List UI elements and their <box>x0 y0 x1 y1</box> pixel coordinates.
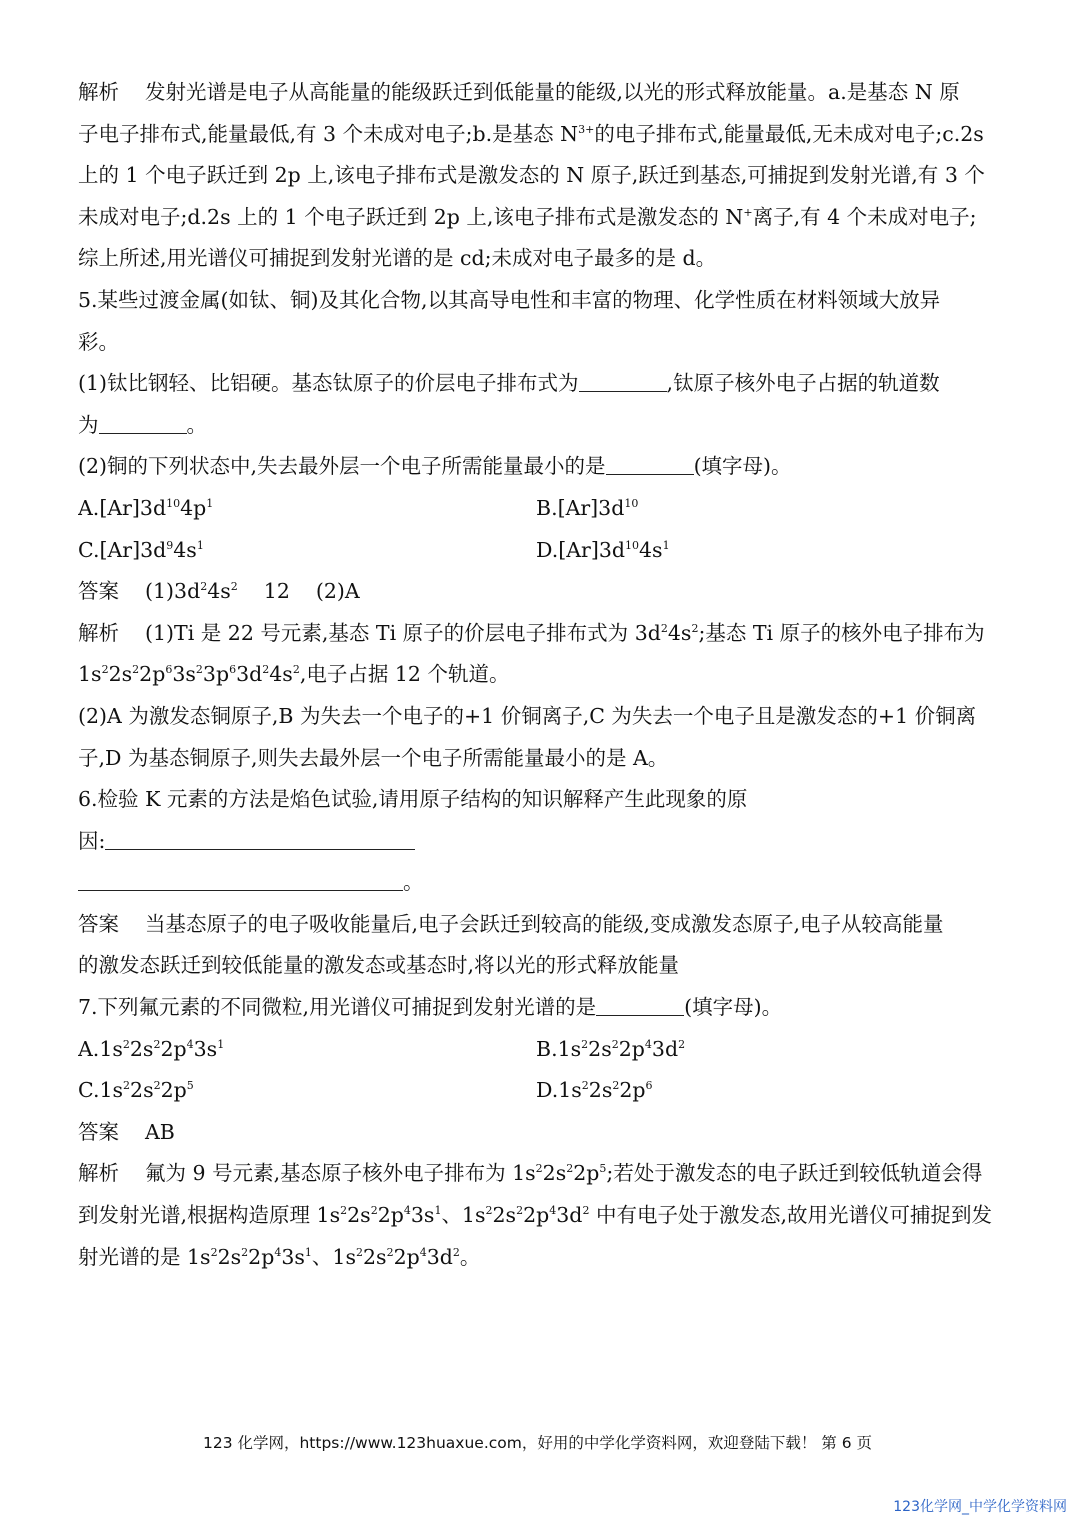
label-jiexi: 解析 <box>78 620 119 645</box>
answer-blank <box>99 432 187 434</box>
option-c: $C.[Ar]3d^94s^1$ <box>78 537 204 562</box>
q5-sub1-line-2: 为 。 <box>78 412 207 437</box>
site-watermark: 123化学网_中学化学资料网 <box>893 1499 1067 1515</box>
q7-options-row-1 <box>78 1029 1003 1071</box>
q5-explain-line-2: $1s^22s^22p^63s^23p^63d^24s^2$,电子占据 12 个轨道。 <box>78 662 510 687</box>
option-b: $B.[Ar]3d^{10}$ <box>536 495 639 520</box>
q6-line-1: 6.检验 K 元素的方法是焰色试验,请用原子结构的知识解释产生此现象的原 <box>78 787 748 812</box>
q5-explain-line-1: 解析 (1)Ti 是 22 号元素,基态 Ti 原子的价层电子排布式为 $3d^24s^2$;基态 Ti 原子的核外电子排布为 <box>78 620 985 645</box>
answer-blank <box>596 1014 684 1016</box>
q7-answer: 答案 AB <box>78 1119 175 1144</box>
p1-line-1: 解析 发射光谱是电子从高能量的能级跃迁到低能量的能级,以光的形式释放能量。a.是基态 N 原 <box>78 80 960 104</box>
q6-answer-line-1: 答案 当基态原子的电子吸收能量后,电子会跃迁到较高的能级,变成激发态原子,电子从较高能量 <box>78 911 944 936</box>
answer-blank <box>606 473 694 475</box>
label-daan: 答案 <box>78 911 119 936</box>
q5-answer: 答案 $(1)3d^24s^2$ 12 (2)A <box>78 579 360 604</box>
label-jiexi: 解析 <box>78 1161 119 1186</box>
q5-line-2: 彩。 <box>78 329 119 354</box>
p1-line-2: 子电子排布式,能量最低,有 3 个未成对电子;b.是基态 $N^{3+}$的电子排布式,能量最低,无未成对电子;c.2s <box>78 121 984 146</box>
label-daan: 答案 <box>78 1119 119 1144</box>
option-d: $D.1s^22s^22p^6$ <box>536 1078 653 1103</box>
q5-options-row-1 <box>78 488 1003 530</box>
p1-line-5: 综上所述,用光谱仪可捕捉到发射光谱的是 cd;未成对电子最多的是 d。 <box>78 246 717 271</box>
p1-line-3: 上的 1 个电子跃迁到 2p 上,该电子排布式是激发态的 N 原子,跃迁到基态,可捕捉到发射光谱,有 3 个 <box>78 163 985 188</box>
q6-line-2: 因: <box>78 821 1003 863</box>
q5-explain-line-3: (2)A 为激发态铜原子,B 为失去一个电子的+1 价铜离子,C 为失去一个电子且是激发态的+1 价铜离 <box>78 703 977 728</box>
option-a: $A.1s^22s^22p^43s^1$ <box>78 1036 225 1061</box>
page-footer: 123 化学网，https://www.123huaxue.com，好用的中学化学资料网，欢迎登陆下载！ 第 6 页 <box>202 1434 873 1452</box>
q7-line-1: 7.下列氟元素的不同微粒,用光谱仪可捕捉到发射光谱的是 (填字母)。 <box>78 995 783 1020</box>
q7-explain-line-1: 解析 氟为 9 号元素,基态原子核外电子排布为 $1s^22s^22p^5$;若处于激发态的电子跃迁到较低轨道会得 <box>78 1161 983 1186</box>
q7-explain-line-2: 到发射光谱,根据构造原理 $1s^22s^22p^43s^1$、$1s^22s^22p^43d^2$ 中有电子处于激发态,故用光谱仪可捕捉到发 <box>78 1203 992 1228</box>
answer-blank <box>579 390 667 392</box>
q7-options-row-2 <box>78 1070 1003 1112</box>
option-a: $A.[Ar]3d^{10}4p^1$ <box>78 495 214 520</box>
q5-options-row-2 <box>78 530 1003 572</box>
q5-sub1-line-1: (1)钛比钢轻、比铝硬。基态钛原子的价层电子排布式为 ,钛原子核外电子占据的轨道数 <box>78 371 940 396</box>
q7-explain-line-3: 射光谱的是 $1s^22s^22p^43s^1$、$1s^22s^22p^43d^2$。 <box>78 1244 481 1269</box>
q6-line-3: 。 <box>78 862 1003 904</box>
q6-answer-line-2: 的激发态跃迁到较低能量的激发态或基态时,将以光的形式释放能量 <box>78 953 680 978</box>
answer-blank <box>78 889 403 891</box>
label-jiexi: 解析 <box>78 80 119 104</box>
label-daan: 答案 <box>78 579 119 604</box>
q5-explain-line-4: 子,D 为基态铜原子,则失去最外层一个电子所需能量最小的是 A。 <box>78 745 669 770</box>
option-d: $D.[Ar]3d^{10}4s^1$ <box>536 537 670 562</box>
option-c: $C.1s^22s^22p^5$ <box>78 1078 194 1103</box>
answer-blank <box>105 848 415 850</box>
p1-line-4: 未成对电子;d.2s 上的 1 个电子跃迁到 2p 上,该电子排布式是激发态的 N+离子,有 4 个未成对电子; <box>78 204 977 229</box>
document-body <box>78 72 1003 1278</box>
option-b: $B.1s^22s^22p^43d^2$ <box>536 1036 686 1061</box>
q5-sub2: (2)铜的下列状态中,失去最外层一个电子所需能量最小的是 (填字母)。 <box>78 454 792 479</box>
q5-line-1: 5.某些过渡金属(如钛、铜)及其化合物,以其高导电性和丰富的物理、化学性质在材料领域大放异 <box>78 287 941 312</box>
